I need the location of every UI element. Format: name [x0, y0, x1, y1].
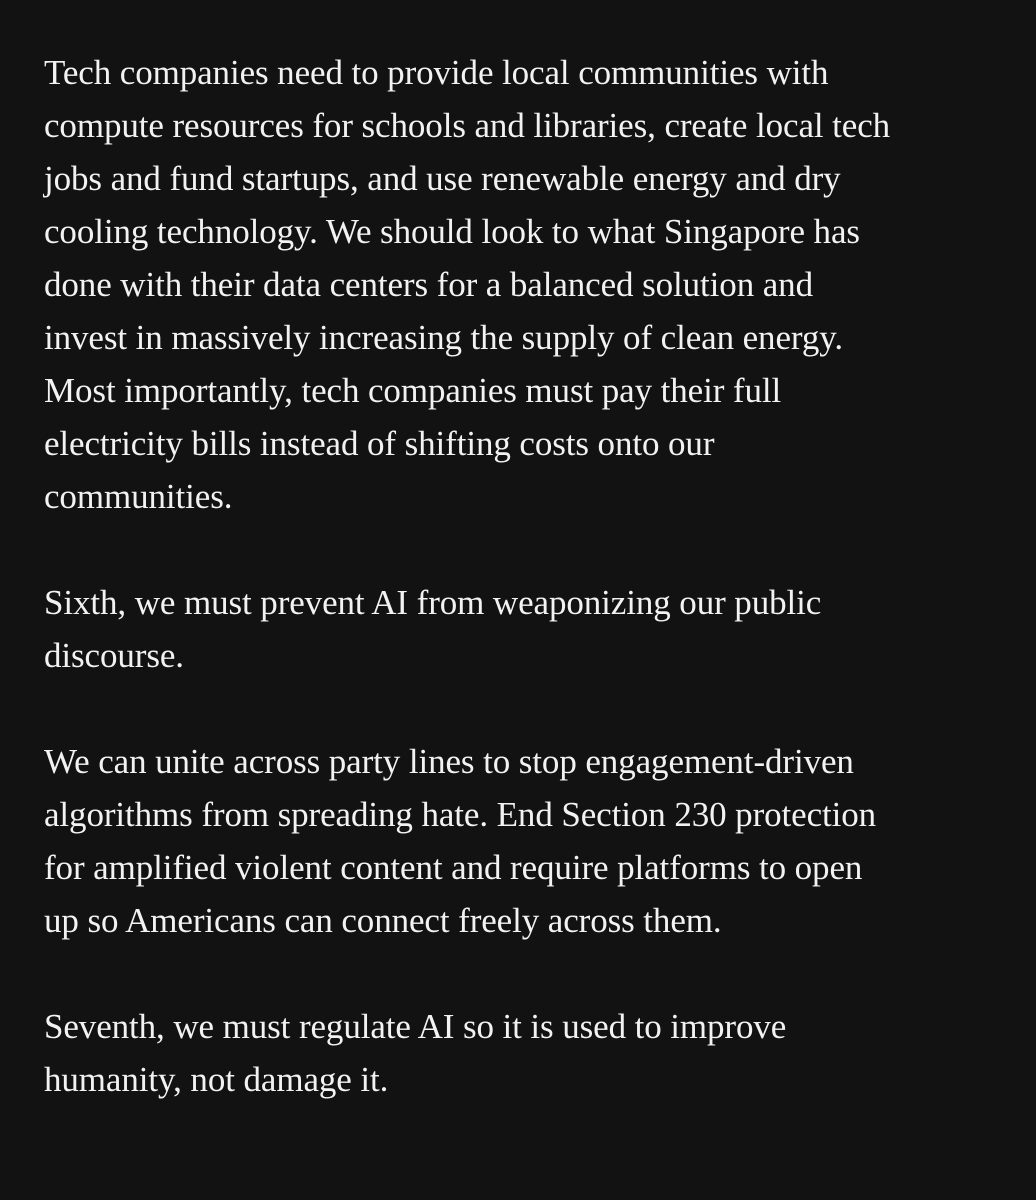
paragraph-line: humanity, not damage it.	[44, 1060, 389, 1099]
paragraph-line: compute resources for schools and libraries, create local tech	[44, 106, 891, 145]
paragraph-tech-companies	[44, 46, 1016, 523]
paragraph-line: jobs and fund startups, and use renewable energy and dry	[44, 159, 841, 198]
paragraph-line: Sixth, we must prevent AI from weaponizing our public	[44, 583, 822, 622]
paragraph-unite	[44, 735, 1016, 947]
paragraph-line: invest in massively increasing the supply of clean energy.	[44, 318, 843, 357]
paragraph-line: for amplified violent content and require platforms to open	[44, 848, 863, 887]
paragraph-line: done with their data centers for a balanced solution and	[44, 265, 813, 304]
paragraph-line: Tech companies need to provide local communities with	[44, 53, 829, 92]
paragraph-sixth	[44, 576, 1016, 682]
paragraph-line: algorithms from spreading hate. End Section 230 protection	[44, 795, 877, 834]
paragraph-line: electricity bills instead of shifting costs onto our	[44, 424, 715, 463]
paragraph-line: communities.	[44, 477, 233, 516]
paragraph-line: We can unite across party lines to stop engagement-driven	[44, 742, 854, 781]
paragraph-line: Seventh, we must regulate AI so it is used to improve	[44, 1007, 787, 1046]
paragraph-line: cooling technology. We should look to what Singapore has	[44, 212, 860, 251]
paragraph-seventh	[44, 1000, 1016, 1106]
paragraph-line: discourse.	[44, 636, 184, 675]
paragraph-line: Most importantly, tech companies must pay their full	[44, 371, 782, 410]
paragraph-line: up so Americans can connect freely across them.	[44, 901, 722, 940]
article-body	[44, 46, 1016, 1106]
